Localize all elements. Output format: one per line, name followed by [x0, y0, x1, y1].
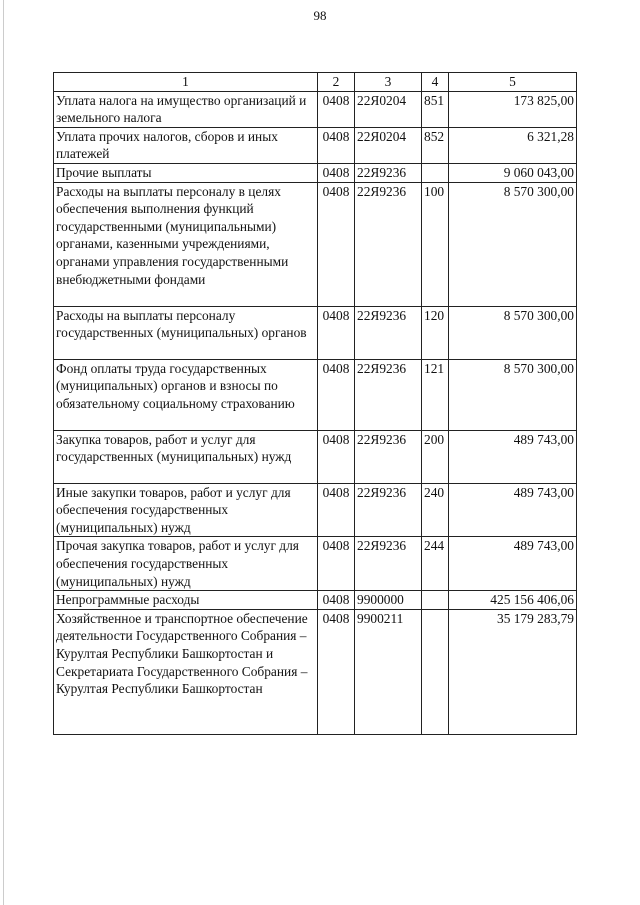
table-row	[54, 127, 577, 163]
row-target: 22Я0204	[355, 127, 422, 163]
table-row	[54, 306, 577, 359]
row-type	[422, 163, 449, 182]
row-type: 121	[422, 359, 449, 430]
row-type: 852	[422, 127, 449, 163]
row-target: 9900211	[355, 609, 422, 734]
table-row	[54, 182, 577, 306]
row-section: 0408	[318, 91, 355, 127]
row-target: 22Я9236	[355, 483, 422, 537]
row-name: Уплата налога на имущество организаций и земельного налога	[54, 91, 318, 127]
table-row	[54, 359, 577, 430]
row-section: 0408	[318, 483, 355, 537]
row-name: Прочие выплаты	[54, 163, 318, 182]
row-target: 22Я9236	[355, 163, 422, 182]
row-name: Уплата прочих налогов, сборов и иных платежей	[54, 127, 318, 163]
row-type: 200	[422, 430, 449, 483]
table-row	[54, 483, 577, 537]
row-amount: 9 060 043,00	[449, 163, 577, 182]
header-row	[54, 73, 577, 92]
row-section: 0408	[318, 537, 355, 591]
header-cell-section: 2	[318, 73, 355, 92]
row-name: Расходы на выплаты персоналу в целях обеспечения выполнения функций государственными (муниципальными) органами, казенными учреждениями, органами управления государственными внебюджетными фондами	[54, 182, 318, 306]
row-amount: 6 321,28	[449, 127, 577, 163]
row-name: Хозяйственное и транспортное обеспечение деятельности Государственного Собрания – Курултая Республики Башкортостан и Секретариата Государственного Собрания – Курултая Республики Башкортостан	[54, 609, 318, 734]
row-amount: 489 743,00	[449, 483, 577, 537]
budget-table	[53, 72, 577, 735]
row-section: 0408	[318, 163, 355, 182]
row-section: 0408	[318, 359, 355, 430]
row-type: 244	[422, 537, 449, 591]
row-section: 0408	[318, 306, 355, 359]
row-section: 0408	[318, 182, 355, 306]
row-type: 851	[422, 91, 449, 127]
row-section: 0408	[318, 127, 355, 163]
table-row	[54, 537, 577, 591]
row-amount: 8 570 300,00	[449, 359, 577, 430]
row-amount: 173 825,00	[449, 91, 577, 127]
row-name: Фонд оплаты труда государственных (муниципальных) органов и взносы по обязательному социальному страхованию	[54, 359, 318, 430]
row-name: Иные закупки товаров, работ и услуг для обеспечения государственных (муниципальных) нужд	[54, 483, 318, 537]
row-amount: 425 156 406,06	[449, 591, 577, 610]
row-section: 0408	[318, 609, 355, 734]
row-amount: 489 743,00	[449, 537, 577, 591]
row-type: 120	[422, 306, 449, 359]
row-target: 22Я9236	[355, 182, 422, 306]
row-amount: 35 179 283,79	[449, 609, 577, 734]
row-target: 22Я9236	[355, 306, 422, 359]
header-cell-name: 1	[54, 73, 318, 92]
table-row	[54, 163, 577, 182]
row-target: 22Я9236	[355, 359, 422, 430]
row-name: Прочая закупка товаров, работ и услуг для обеспечения государственных (муниципальных) нужд	[54, 537, 318, 591]
row-type: 240	[422, 483, 449, 537]
header-cell-amount: 5	[449, 73, 577, 92]
row-target: 22Я9236	[355, 430, 422, 483]
row-section: 0408	[318, 430, 355, 483]
page-number: 98	[313, 8, 327, 23]
row-type	[422, 609, 449, 734]
row-name: Закупка товаров, работ и услуг для государственных (муниципальных) нужд	[54, 430, 318, 483]
row-type	[422, 591, 449, 610]
row-target: 22Я9236	[355, 537, 422, 591]
row-name: Непрограммные расходы	[54, 591, 318, 610]
row-amount: 8 570 300,00	[449, 182, 577, 306]
row-section: 0408	[318, 591, 355, 610]
row-amount: 489 743,00	[449, 430, 577, 483]
table-row	[54, 609, 577, 734]
row-amount: 8 570 300,00	[449, 306, 577, 359]
row-target: 9900000	[355, 591, 422, 610]
table-row	[54, 91, 577, 127]
table-row	[54, 430, 577, 483]
header-cell-type: 4	[422, 73, 449, 92]
header-cell-target: 3	[355, 73, 422, 92]
table-row	[54, 591, 577, 610]
row-target: 22Я0204	[355, 91, 422, 127]
row-name: Расходы на выплаты персоналу государственных (муниципальных) органов	[54, 306, 318, 359]
scan-edge-mark	[3, 0, 4, 905]
row-type: 100	[422, 182, 449, 306]
